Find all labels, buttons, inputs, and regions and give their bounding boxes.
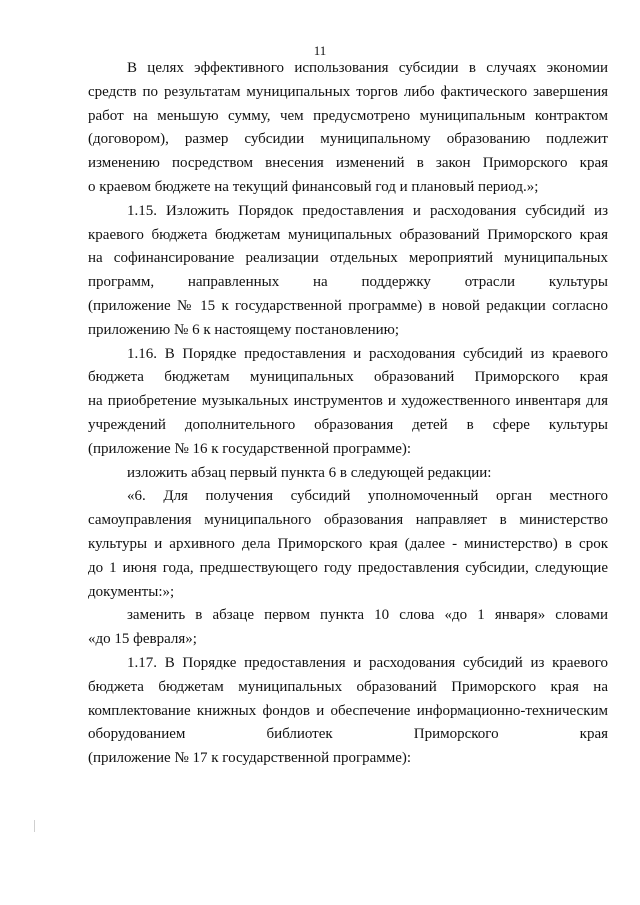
paragraph-subsidy-economy — [88, 57, 608, 200]
text-line: «6. Для получения субсидий уполномоченный орган местного — [127, 488, 608, 505]
text-line: оборудованием библиотек Приморского края — [88, 726, 608, 743]
text-line: на софинансирование реализации отдельных мероприятий муниципальных — [88, 250, 608, 267]
paragraph-item-1-15 — [88, 200, 608, 343]
text-line: (приложение № 15 к государственной программе) в новой редакции согласно — [88, 297, 608, 314]
text-line: (приложение № 16 к государственной программе): — [88, 440, 412, 457]
text-line: культуры и архивного дела Приморского края (далее - министерство) в срок — [88, 535, 608, 552]
text-line: средств по результатам муниципальных торгов либо фактического завершения — [88, 83, 608, 100]
text-line: В целях эффективного использования субсидии в случаях экономии — [127, 60, 608, 76]
text-line: программ, направленных на поддержку отрасли культуры — [88, 274, 608, 291]
text-line: документы:»; — [88, 583, 175, 600]
text-line: самоуправления муниципального образования направляет в министерство — [88, 512, 608, 529]
text-line: о краевом бюджете на текущий финансовый год и плановый период.»; — [88, 178, 539, 195]
text-line: заменить в абзаце первом пункта 10 слова «до 1 января» словами — [127, 607, 608, 624]
text-line: работ на меньшую сумму, чем предусмотрено муниципальным контрактом — [88, 107, 608, 124]
text-line: изложить абзац первый пункта 6 в следующей редакции: — [127, 464, 492, 481]
text-line: комплектование книжных фондов и обеспечение информационно-техническим — [88, 702, 608, 719]
paragraph-item-1-16 — [88, 343, 608, 462]
paragraph-replace-clause-10 — [88, 604, 608, 652]
paragraph-clause-6-text — [88, 485, 608, 604]
text-line: (приложение № 17 к государственной программе): — [88, 750, 412, 767]
text-line: бюджета бюджетам муниципальных образований Приморского края — [88, 369, 608, 386]
text-line: 1.16. В Порядке предоставления и расходования субсидий из краевого — [127, 345, 608, 362]
text-line: «до 15 февраля»; — [88, 631, 197, 648]
text-line: 1.15. Изложить Порядок предоставления и расходования субсидий из — [127, 202, 608, 219]
text-line: до 1 июня года, предшествующего году предоставления субсидии, следующие — [88, 559, 608, 576]
text-line: 1.17. В Порядке предоставления и расходования субсидий из краевого — [127, 654, 608, 671]
text-line: изменению посредством внесения изменений в закон Приморского края — [88, 155, 608, 172]
page-number: 11 — [313, 43, 327, 58]
paragraph-item-1-17 — [88, 652, 608, 771]
text-line: учреждений дополнительного образования детей в сфере культуры — [88, 416, 608, 433]
paragraph-amend-clause-6 — [88, 462, 608, 486]
document-body — [88, 57, 608, 771]
text-line: приложению № 6 к настоящему постановлению; — [88, 321, 400, 338]
text-line: краевого бюджета бюджетам муниципальных образований Приморского края — [88, 226, 608, 243]
text-line: на приобретение музыкальных инструментов и художественного инвентаря для — [88, 393, 608, 410]
text-line: бюджета бюджетам муниципальных образований Приморского края на — [88, 678, 608, 695]
scan-margin-mark — [34, 820, 35, 832]
text-line: (договором), размер субсидии муниципальному образованию подлежит — [88, 131, 608, 148]
